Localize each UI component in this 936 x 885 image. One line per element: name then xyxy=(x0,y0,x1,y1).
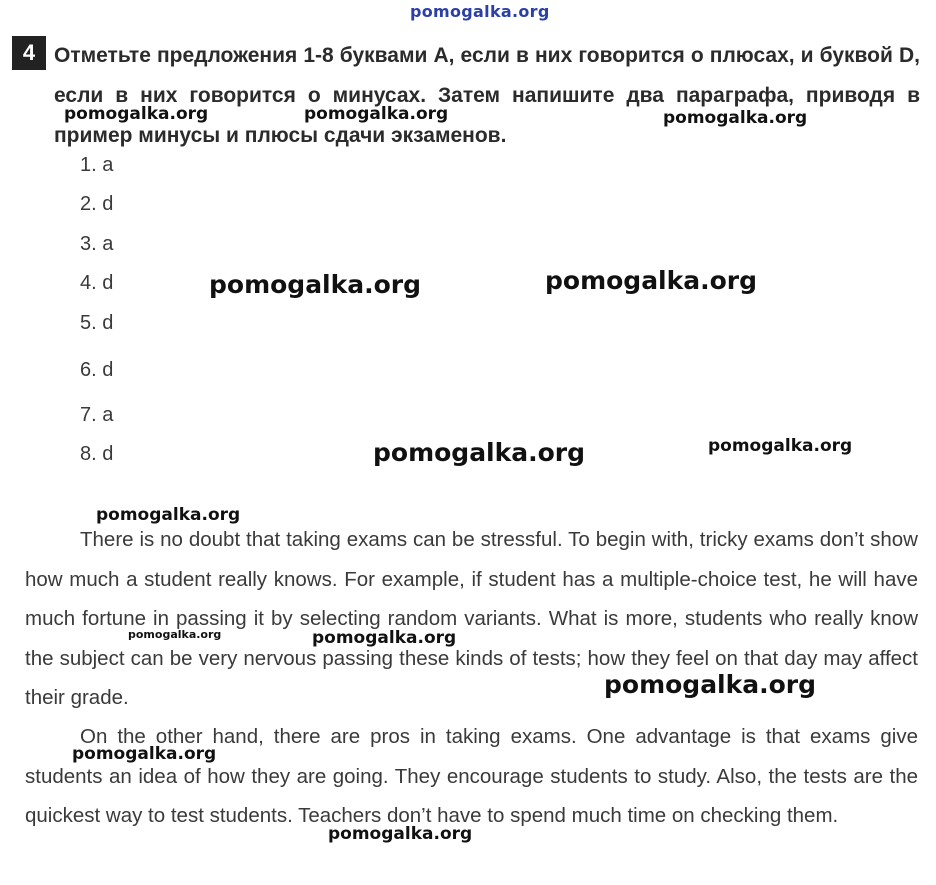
watermark: pomogalka.org xyxy=(373,438,586,467)
answer-item: 4. d xyxy=(80,272,114,294)
answer-item: 6. d xyxy=(80,359,114,381)
task-instruction: Отметьте предложения 1-8 буквами A, если в них говорится о плюсах, и буквой D, если в них говорится о минусах. Затем напишите два параграфа, приводя в пример минусы и плюсы сдачи экзаменов. xyxy=(54,44,920,147)
watermark: pomogalka.org xyxy=(128,628,222,641)
essay-paragraph-cons: There is no doubt that taking exams can be stressful. To begin with, tricky exams don’t show how much a student really knows. For example, if student has a multiple-choice test, he will have much fortune in passing it by selecting random variants. What is more, students who really know the subject can be very nervous passing these kinds of tests; how they feel on that day may affect their grade. xyxy=(25,528,918,709)
watermark: pomogalka.org xyxy=(545,266,758,295)
watermark: pomogalka.org xyxy=(604,670,817,699)
essay-paragraph-pros: On the other hand, there are pros in taking exams. One advantage is that exams give students an idea of how they are going. They encourage students to study. Also, the tests are the quickest way to test students. Teachers don’t have to spend much time on checking them. xyxy=(25,725,918,827)
answer-item: 8. d xyxy=(80,443,114,465)
answer-item: 1. a xyxy=(80,154,114,176)
watermark: pomogalka.org xyxy=(304,104,449,124)
watermark: pomogalka.org xyxy=(312,628,457,648)
watermark: pomogalka.org xyxy=(328,824,473,844)
watermark: pomogalka.org xyxy=(708,436,853,456)
watermark: pomogalka.org xyxy=(209,270,422,299)
site-watermark-top: pomogalka.org xyxy=(410,2,550,21)
watermark: pomogalka.org xyxy=(96,505,241,525)
watermark: pomogalka.org xyxy=(663,108,808,128)
answer-item: 2. d xyxy=(80,193,114,215)
watermark: pomogalka.org xyxy=(64,104,209,124)
task-number-badge: 4 xyxy=(12,36,46,70)
answer-item: 7. a xyxy=(80,404,114,426)
answer-item: 5. d xyxy=(80,312,114,334)
answer-item: 3. a xyxy=(80,233,114,255)
watermark: pomogalka.org xyxy=(72,744,217,764)
